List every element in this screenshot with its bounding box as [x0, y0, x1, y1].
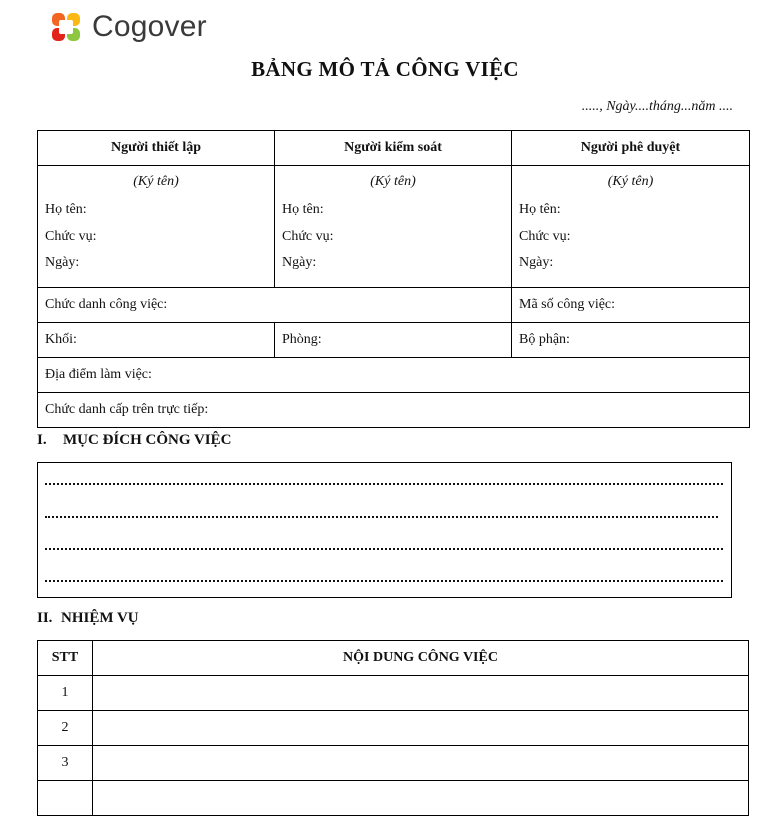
section-duties-heading [37, 610, 139, 627]
section-purpose-heading [37, 432, 231, 449]
dotted-line [45, 548, 723, 550]
column-header-content: NỘI DUNG CÔNG VIỆC [93, 641, 749, 676]
signer-role-setter: Người thiết lập [38, 131, 275, 166]
division-field: Bộ phận: [512, 323, 750, 358]
date-label: Ngày: [519, 255, 554, 270]
table-row [38, 676, 749, 711]
row-content [93, 781, 749, 816]
position-label: Chức vụ: [45, 228, 97, 244]
name-label: Họ tên: [519, 202, 561, 217]
duties-table [37, 640, 749, 816]
sign-hint: (Ký tên) [133, 174, 179, 189]
document-title: BẢNG MÔ TẢ CÔNG VIỆC [251, 57, 519, 81]
table-row [38, 781, 749, 816]
name-label: Họ tên: [45, 202, 87, 217]
row-number: 2 [38, 711, 93, 746]
dotted-line [45, 483, 723, 485]
sign-hint: (Ký tên) [370, 174, 416, 189]
dotted-line [45, 580, 723, 582]
block-field: Khối: [38, 323, 275, 358]
date-label: Ngày: [282, 255, 317, 270]
section-number: I. [37, 432, 47, 448]
supervisor-field: Chức danh cấp trên trực tiếp: [38, 393, 750, 428]
job-code-field: Mã số công việc: [512, 288, 750, 323]
job-title-field: Chức danh công việc: [38, 288, 512, 323]
column-header-stt: STT [38, 641, 93, 676]
signature-cell-setter [38, 166, 275, 288]
job-info-table [37, 130, 750, 428]
row-number: 1 [38, 676, 93, 711]
section-title: MỤC ĐÍCH CÔNG VIỆC [63, 432, 232, 448]
logo [50, 9, 207, 45]
position-label: Chức vụ: [282, 228, 334, 244]
brand-name: Cogover [92, 10, 207, 43]
signature-cell-controller [275, 166, 512, 288]
signer-role-controller: Người kiểm soát [275, 131, 512, 166]
sign-hint: (Ký tên) [607, 174, 654, 189]
signature-cell-approver [512, 166, 750, 288]
department-field: Phòng: [275, 323, 512, 358]
cogover-logo-icon [50, 11, 82, 43]
row-number [38, 781, 93, 816]
table-row [38, 711, 749, 746]
table-row [38, 746, 749, 781]
name-label: Họ tên: [282, 202, 324, 217]
section-number: II. [37, 610, 53, 626]
date-label: Ngày: [45, 255, 80, 270]
signer-role-approver: Người phê duyệt [512, 131, 750, 166]
row-content [93, 676, 749, 711]
row-number: 3 [38, 746, 93, 781]
section-title: NHIỆM VỤ [61, 610, 139, 626]
date-line: ....., Ngày....tháng...năm .... [581, 99, 733, 114]
position-label: Chức vụ: [519, 228, 571, 244]
row-content [93, 711, 749, 746]
dotted-line [45, 516, 718, 518]
row-content [93, 746, 749, 781]
purpose-box [37, 462, 732, 598]
location-field: Địa điểm làm việc: [38, 358, 750, 393]
